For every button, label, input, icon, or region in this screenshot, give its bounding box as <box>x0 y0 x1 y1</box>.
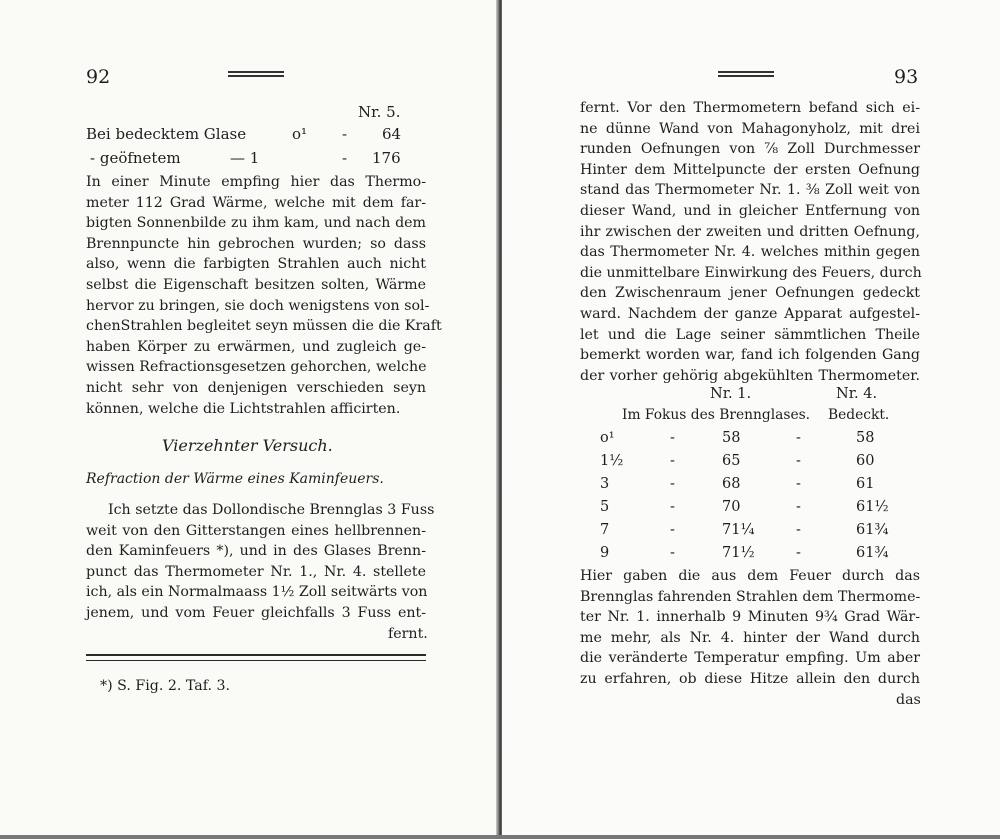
cell-nr4: 61¾ <box>856 522 889 538</box>
cell-time: 5 <box>600 499 610 515</box>
body-paragraph-left-2 <box>86 500 435 624</box>
cell-time: o¹ <box>600 430 615 446</box>
cell-sep: - <box>796 545 801 561</box>
row-sep: - <box>342 149 348 167</box>
cell-sep: - <box>670 430 675 446</box>
row-sep: - <box>342 125 348 143</box>
table-row <box>582 522 927 544</box>
text-line: Hinter dem Mittelpuncte der ersten Oefnung <box>580 161 920 178</box>
row-time: o¹ <box>292 125 308 143</box>
catchword-right: das <box>896 692 921 708</box>
footnote-rule <box>86 654 426 656</box>
footnote-rule <box>86 660 426 661</box>
section-subheading: Refraction der Wärme eines Kaminfeuers. <box>86 471 384 487</box>
row-label: Bei bedecktem Glase <box>86 125 247 143</box>
text-line: let und die Lage seiner sämmtlichen Theile <box>580 326 920 343</box>
table-subheader-nr4: Bedeckt. <box>828 407 890 423</box>
text-line: also, wenn die farbigten Strahlen auch nicht <box>86 256 426 273</box>
text-line: me mehr, als Nr. 4. hinter der Wand durch <box>580 629 920 646</box>
cell-sep: - <box>670 476 675 492</box>
text-line: haben Körper zu erwärmen, und zugleich ge- <box>86 338 426 355</box>
text-line: hervor zu bringen, sie doch wenigstens von sol- <box>86 297 430 314</box>
body-paragraph-right-2 <box>580 566 920 690</box>
text-line: fernt. Vor den Thermometern befand sich ei- <box>580 100 920 116</box>
table-row <box>582 545 927 567</box>
footnote: *) S. Fig. 2. Taf. 3. <box>100 678 231 694</box>
page-number-left: 92 <box>86 66 111 88</box>
text-line: wissen Refractionsgesetzen gehorchen, welche <box>86 359 427 376</box>
cell-sep: - <box>796 522 801 538</box>
cell-sep: - <box>670 522 675 538</box>
cell-time: 9 <box>600 545 610 561</box>
table-label: Nr. 5. <box>358 103 401 121</box>
text-line: chenStrahlen begleitet seyn müssen die die Kraft <box>86 318 442 335</box>
table-row <box>582 476 927 498</box>
text-line: können, welche die Lichtstrahlen afficirten. <box>86 400 401 417</box>
text-line: stand das Thermometer Nr. 1. ⅜ Zoll weit von <box>580 182 920 199</box>
table-header-nr1: Nr. 1. <box>710 386 752 402</box>
text-line: bemerkt worden war, fand ich folgenden Gang <box>580 347 920 364</box>
cell-nr1: 58 <box>722 430 741 446</box>
text-line: den Kaminfeuers *), und in des Glases Brenn- <box>86 543 426 560</box>
text-line: ich, als ein Normalmaass 1½ Zoll seitwärts von <box>86 584 428 601</box>
cell-nr4: 61½ <box>856 499 889 515</box>
table-subheader-nr1: Im Fokus des Brennglases. <box>622 407 811 423</box>
cell-time: 3 <box>600 476 610 492</box>
table-row <box>582 499 927 521</box>
cell-sep: - <box>796 430 801 446</box>
cell-sep: - <box>796 499 801 515</box>
cell-nr1: 71½ <box>722 545 755 561</box>
header-ornament-left <box>228 71 284 76</box>
catchword-left: fernt. <box>388 626 428 642</box>
header-ornament-right <box>718 71 774 76</box>
page-number-right: 93 <box>894 66 919 88</box>
text-line: Brennglas fahrenden Strahlen dem Thermome- <box>580 588 921 605</box>
text-line: weit von den Gitterstangen eines hellbrennen- <box>86 522 426 539</box>
body-paragraph-right-1 <box>580 98 920 386</box>
text-line: den Zwischenraum jener Oefnungen gedeckt <box>580 285 920 302</box>
cell-nr4: 61 <box>856 476 875 492</box>
cell-nr1: 68 <box>722 476 741 492</box>
text-line: punct das Thermometer Nr. 1., Nr. 4. stellete <box>86 563 426 580</box>
cell-nr4: 61¾ <box>856 545 889 561</box>
text-line: ward. Nachdem der ganze Apparat aufgestel- <box>580 305 920 322</box>
text-line: dieser Wand, und in gleicher Entfernung von <box>580 202 920 219</box>
row-time: — 1 <box>230 149 260 167</box>
cell-nr4: 58 <box>856 430 875 446</box>
text-line: ihr zwischen der zweiten und dritten Oefnung, <box>580 223 920 240</box>
cell-sep: - <box>796 476 801 492</box>
cell-nr1: 70 <box>722 499 741 515</box>
cell-time: 7 <box>600 522 610 538</box>
cell-sep: - <box>670 545 675 561</box>
text-line: nicht sehr von denjenigen verschieden seyn <box>86 379 426 396</box>
text-line: Ich setzte das Dollondische Brennglas 3 Fuss <box>108 502 435 518</box>
text-line: bigten Sonnenbilde zu ihm kam, und nach dem <box>86 215 426 232</box>
cell-time: 1½ <box>600 453 624 469</box>
text-line: die unmittelbare Einwirkung des Feuers, durch <box>580 264 922 281</box>
page-bottom-edge <box>0 835 1000 839</box>
text-line: selbst die Eigenschaft besitzen solten, Wärme <box>86 276 426 293</box>
table-row <box>582 430 927 452</box>
left-page <box>0 0 498 839</box>
text-line: Hier gaben die aus dem Feuer durch das <box>580 568 920 584</box>
section-heading: Vierzehnter Versuch. <box>162 436 333 455</box>
row-label: - geöfnetem <box>90 149 181 167</box>
text-line: meter 112 Grad Wärme, welche mit dem far- <box>86 194 426 211</box>
text-line: ne dünne Wand von Mahagonyholz, mit drei <box>580 120 920 137</box>
table-row <box>582 453 927 475</box>
text-line: der vorher gehörig abgekühlten Thermometer. <box>580 367 920 384</box>
cell-nr1: 71¼ <box>722 522 755 538</box>
body-paragraph-left-1 <box>86 172 442 419</box>
text-line: jenem, und vom Feuer gleichfalls 3 Fuss ent- <box>86 604 426 621</box>
table-header-nr4: Nr. 4. <box>836 386 878 402</box>
text-line: ter Nr. 1. innerhalb 9 Minuten 9¾ Grad Wär- <box>580 609 920 626</box>
row-value: 176 <box>372 149 401 167</box>
cell-nr4: 60 <box>856 453 875 469</box>
cell-nr1: 65 <box>722 453 741 469</box>
text-line: zu erfahren, ob diese Hitze allein den durch <box>580 670 920 687</box>
text-line: das Thermometer Nr. 4. welches mithin gegen <box>580 244 920 261</box>
row-value: 64 <box>382 125 402 143</box>
cell-sep: - <box>796 453 801 469</box>
cell-sep: - <box>670 453 675 469</box>
text-line: In einer Minute empfing hier das Thermo- <box>86 174 426 190</box>
text-line: die veränderte Temperatur empfing. Um aber <box>580 650 920 667</box>
cell-sep: - <box>670 499 675 515</box>
text-line: Brennpuncte hin gebrochen wurden; so dass <box>86 235 426 252</box>
text-line: runden Oefnungen von ⅞ Zoll Durchmesser <box>580 141 920 158</box>
